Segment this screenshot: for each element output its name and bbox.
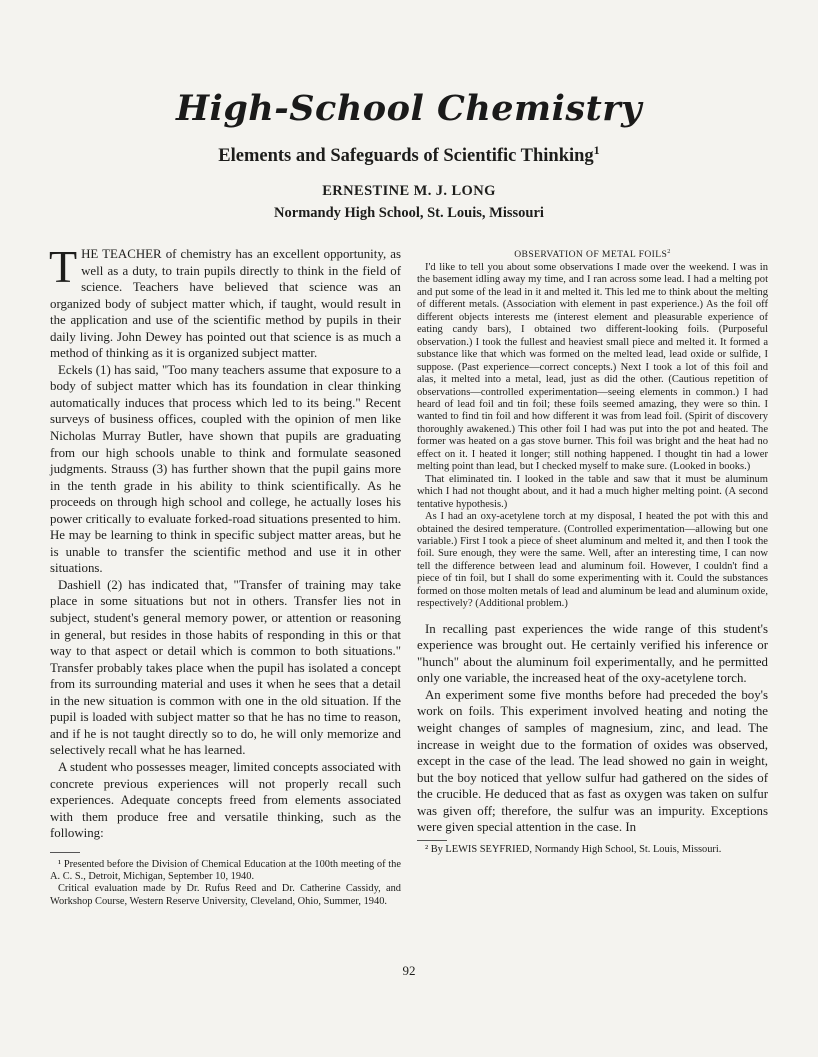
body-paragraph	[49, 241, 401, 362]
body-paragraph: Dashiell (2) has indicated that, "Transfer of training may take place in some situations but not in others. Transfer lies not in subject, student's general memory power, or attention or reasoning in general, but resides in those habits of responding in this or that way to that aspect or detail which is common to both situations." Transfer probably takes place when the pupil has isolated a concept from its surrounding material and uses it when he sees that a detail in the new situation is common with one in the old situation. If the pupil is loaded with subject matter so that he has no time to reason, and if he is not taught directly so to do, he will only memorize and selectively recall what he has learned.	[50, 577, 401, 758]
quote-heading-text: OBSERVATION OF METAL FOILS	[514, 249, 668, 260]
body-paragraph: In recalling past experiences the wide range of this student's experience was brought out. He certainly verified his inference or "hunch" about the aluminum foil experimentally, and he permitted only one variable, the increased heat of the oxy-acetylene torch.	[417, 621, 768, 686]
footnote-rule	[50, 852, 80, 853]
footnote: ² By LEWIS SEYFRIED, Normandy High School, St. Louis, Missouri.	[425, 843, 722, 855]
author-affiliation: Normandy High School, St. Louis, Missouri	[274, 205, 544, 221]
quote-paragraph: I'd like to tell you about some observations I made over the weekend. I was in the basement idling away my time, and I ran across some lead. I had a melting pot and put some of the lead in it and melted it. This led me to think about the melting of different metals. (Association with element in past experience.) As the foil off different objects interests me (interest element and pleasurable experience of eating candy bars), I obtained two different-looking foils. (Purposeful observation.) I took the fullest and heaviest small piece and melted it. It formed a substance like that which was formed on the melted lead, lead oxide or sulfide, I suppose. (Past experience—correct concepts.) Next I took a lot of this foil and alas, it melted into a metal, lead, just as did the other. (Cautious repetition of observations—controlled experimentation—seeing elements in common.) I had heard of lead foil and tin foil; these foils seemed amazing, they were so thin. I wanted to find tin foil and how different it was from lead foil. (Spirit of discovery thoroughly awakened.) This other foil I had was put into the pot and heated. The former was heated on a gas stove burner. This foil was bright and the heat had no effect on it. I heated it longer; still nothing happened. I thought tin had a lower melting point than lead, but I checked myself to make sure. (Looked in books.)	[417, 262, 768, 473]
article-title	[0, 142, 818, 167]
body-paragraph: Eckels (1) has said, "Too many teachers assume that exposure to a body of subject matter which has its foundation in clear thinking automatically induces that process which led to its being." Recent surveys of business offices, coupled with the opinion of men like Nicholas Murray Butler, have shown that pupils are graduating from our high schools unable to think and formulate seasoned judgments. Strauss (3) has further shown that the pupil gains more in the tenth grade in his ability to think scientifically. As he proceeds on through high school and college, he actually loses his power critically to evaluate forked-road situations presented to him. He may be learning to think in specific subject matter areas, but he is unable to transfer the scientific method and use it in other situations.	[50, 362, 401, 576]
footnote: ¹ Presented before the Division of Chemical Education at the 100th meeting of the A. C. S., Detroit, Michigan, September 10, 1940.	[50, 858, 401, 882]
quote-paragraph: That eliminated tin. I looked in the table and saw that it must be aluminum which I had not thought about, and it had a much higher melting point. (A second tentative hypothesis.)	[417, 473, 768, 510]
right-column	[417, 248, 768, 856]
footnote: Critical evaluation made by Dr. Rufus Reed and Dr. Catherine Cassidy, and Workshop Course, Western Reserve University, Cleveland, Ohio, Summer, 1940.	[50, 883, 401, 907]
author-name: ERNESTINE M. J. LONG	[322, 183, 496, 199]
article-title-text: Elements and Safeguards of Scientific Thinking	[218, 146, 594, 166]
running-head: High-School Chemistry	[175, 88, 643, 129]
drop-cap: T	[49, 241, 78, 292]
paragraph-text: HE TEACHER of chemistry has an excellent opportunity, as well as a duty, to train pupils directly to think in the field of science. Teachers have believed that science was an organized body of subject matter which, if taught, would result in the application and use of the scientific method by pupils in their daily living. John Dewey has pointed out that science is as much a method of thinking as it is organized subject matter.	[50, 247, 401, 361]
left-column	[49, 241, 401, 908]
page-number: 92	[402, 963, 416, 978]
body-paragraph: An experiment some five months before had preceded the boy's work on foils. This experiment involved heating and noting the weight changes of samples of magnesium, zinc, and lead. The increase in weight due to the formation of oxides was observed, except in the case of the lead. The lead showed no gain in weight, but the boy noticed that yellow sulfur had gathered on the sides of the crucible. He deduced that as fast as oxygen was taken on sulfur was given off; therefore, the sulfur was an impurity. Exceptions were given special attention in the case. In	[417, 687, 768, 835]
quote-heading	[417, 248, 768, 261]
quote-footnote-marker: 2	[667, 247, 671, 255]
body-paragraph: A student who possesses meager, limited concepts associated with concrete previous experiences will not properly recall such experiences. Adequate concepts freed from elements associated with them produce free and versatile thinking, such as the following:	[50, 759, 401, 841]
title-footnote-marker: 1	[593, 142, 600, 157]
footnotes	[417, 844, 768, 856]
quote-paragraph: As I had an oxy-acetylene torch at my disposal, I heated the pot with this and obtained the desired temperature. (Controlled experimentation—allowing but one variable.) First I took a piece of sheet aluminum and melted it, and then I took the foil. Sure enough, they were the same. Well, after an interesting time, I can now tell the difference between lead and aluminum foil. However, I couldn't find a piece of tin foil, but I shall do some experimenting with it. Could the substances formed on those molten metals of lead and aluminum be lead and aluminum oxide, respectively? (Additional problem.)	[417, 511, 768, 610]
footnotes	[50, 859, 401, 908]
right-body	[417, 621, 768, 836]
footnote-rule	[417, 840, 447, 841]
student-report-quote	[417, 262, 768, 611]
